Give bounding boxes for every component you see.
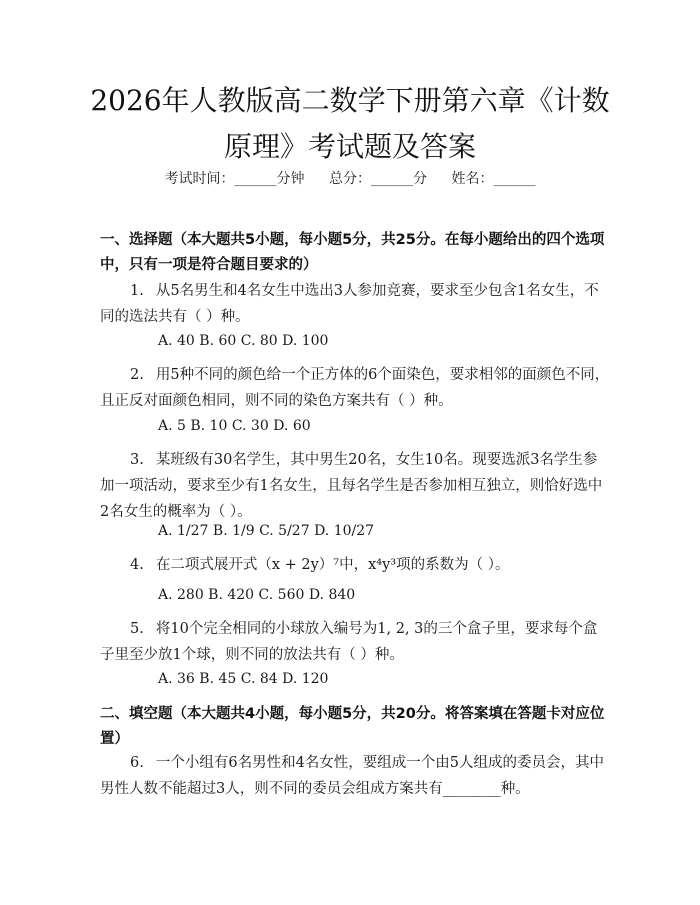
- question-3: [100, 447, 610, 525]
- question-text: 将10个完全相同的小球放入编号为1, 2, 3的三个盒子里，要求每个盒子里至少放1个球，则不同的放法共有（ ）种。: [100, 621, 598, 663]
- question-number: 4.: [130, 557, 144, 573]
- student-name-field: 姓名：______: [451, 171, 536, 187]
- question-4: [100, 552, 610, 578]
- total-score-field: 总分：______分: [329, 171, 427, 187]
- question-text: 从5名男生和4名女生中选出3人参加竞赛，要求至少包含1名女生，不同的选法共有（ ）种。: [100, 283, 599, 325]
- question-text: 某班级有30名学生，其中男生20名，女生10名。现要选派3名学生参加一项活动，要求至少有1名女生，且每名学生是否参加相互独立，则恰好选中2名女生的概率为（ ）。: [100, 452, 603, 520]
- section-heading-choice: 一、选择题（本大题共5小题，每小题5分，共25分。在每小题给出的四个选项中，只有一项是符合题目要求的）: [100, 232, 605, 273]
- question-number: 5.: [130, 621, 144, 637]
- question-number: 1.: [130, 283, 144, 299]
- question-text: 在二项式展开式（x + 2y）⁷中，x⁴y³项的系数为（ ）。: [155, 557, 510, 573]
- question-2-options: A. 5 B. 10 C. 30 D. 60: [158, 418, 311, 434]
- section-heading-fill: 二、填空题（本大题共4小题，每小题5分，共20分。将答案填在答题卡对应位置）: [100, 706, 605, 747]
- question-number: 6.: [130, 755, 144, 771]
- question-6: [100, 750, 610, 802]
- question-text: 用5种不同的颜色给一个正方体的6个面染色，要求相邻的面颜色不同，且正反对面颜色相同，则不同的染色方案共有（ ）种。: [100, 367, 610, 409]
- question-text: 一个小组有6名男性和4名女性，要组成一个由5人组成的委员会，其中男性人数不能超过3人，则不同的委员会组成方案共有________种。: [100, 755, 605, 797]
- question-number: 3.: [130, 452, 144, 468]
- question-1: [100, 278, 610, 330]
- exam-time-field: 考试时间：______分钟: [164, 171, 305, 187]
- question-3-options: A. 1/27 B. 1/9 C. 5/27 D. 10/27: [158, 523, 375, 539]
- question-2: [100, 362, 610, 414]
- question-1-options: A. 40 B. 60 C. 80 D. 100: [158, 333, 329, 349]
- question-4-options: A. 280 B. 420 C. 560 D. 840: [158, 587, 356, 603]
- question-number: 2.: [130, 367, 144, 383]
- question-5: [100, 616, 610, 668]
- question-5-options: A. 36 B. 45 C. 84 D. 120: [158, 671, 329, 687]
- exam-meta-line: [0, 168, 700, 188]
- exam-title: 2026年人教版高二数学下册第六章《计数原理》考试题及答案: [90, 84, 610, 163]
